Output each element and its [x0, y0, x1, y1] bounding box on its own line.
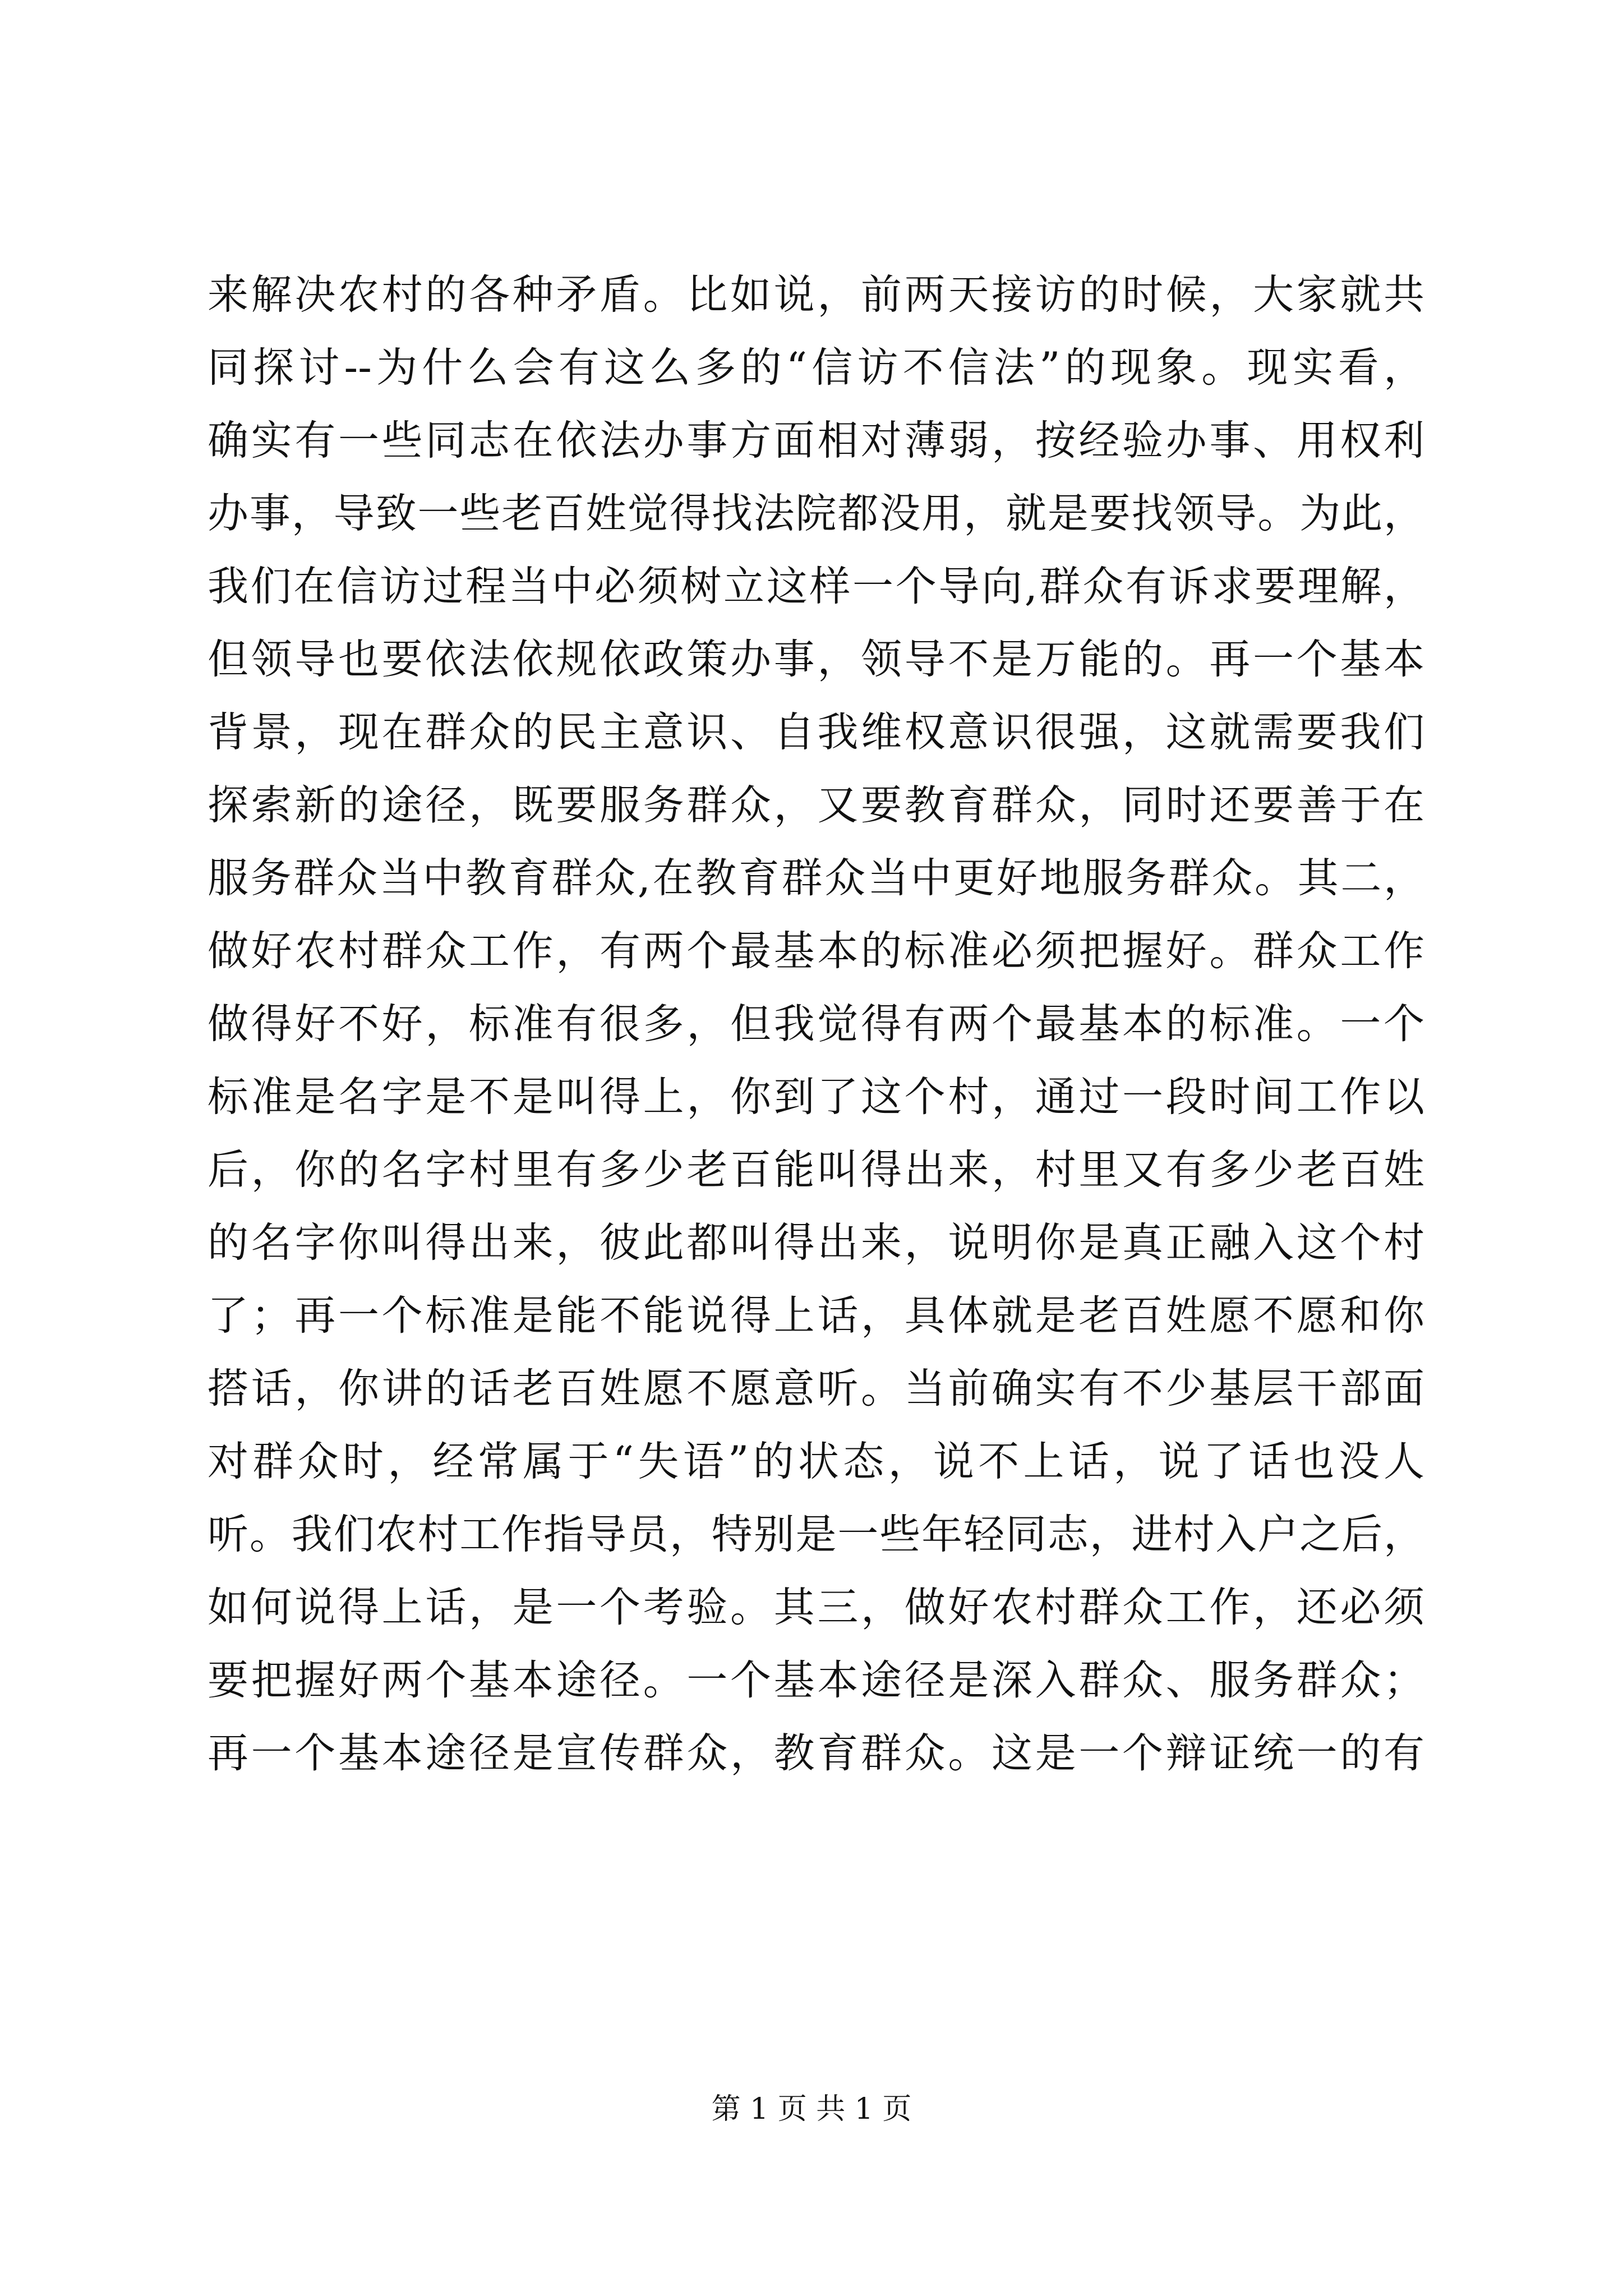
- text-line: 我们在信访过程当中必须树立这样一个导向,群众有诉求要理解，: [208, 563, 1424, 610]
- text-line: 确实有一些同志在依法办事方面相对薄弱，按经验办事、用权利: [208, 417, 1424, 464]
- text-line: 办事，导致一些老百姓觉得找法院都没用，就是要找领导。为此，: [208, 490, 1424, 537]
- text-line: 来解决农村的各种矛盾。比如说，前两天接访的时候，大家就共: [208, 271, 1424, 319]
- text-line: 了；再一个标准是能不能说得上话，具体就是老百姓愿不愿和你: [208, 1292, 1424, 1340]
- text-line: 探索新的途径，既要服务群众，又要教育群众，同时还要善于在: [208, 781, 1424, 829]
- page-footer: 第 1 页 共 1 页: [711, 2092, 912, 2126]
- text-line: 做好农村群众工作，有两个最基本的标准必须把握好。群众工作: [208, 927, 1424, 975]
- text-line: 标准是名字是不是叫得上，你到了这个村，通过一段时间工作以: [208, 1073, 1424, 1121]
- text-line: 听。我们农村工作指导员，特别是一些年轻同志，进村入户之后，: [208, 1511, 1424, 1558]
- text-line: 但领导也要依法依规依政策办事，领导不是万能的。再一个基本: [208, 636, 1424, 683]
- text-line: 背景，现在群众的民主意识、自我维权意识很强，这就需要我们: [208, 708, 1424, 756]
- text-line: 如何说得上话，是一个考验。其三，做好农村群众工作，还必须: [208, 1584, 1424, 1631]
- text-line: 做得好不好，标准有很多，但我觉得有两个最基本的标准。一个: [208, 1000, 1424, 1048]
- text-line: 搭话，你讲的话老百姓愿不愿意听。当前确实有不少基层干部面: [208, 1365, 1424, 1412]
- text-line: 服务群众当中教育群众,在教育群众当中更好地服务群众。其二，: [208, 854, 1425, 902]
- text-line: 再一个基本途径是宣传群众，教育群众。这是一个辩证统一的有: [208, 1729, 1424, 1777]
- text-line: 同探讨--为什么会有这么多的“信访不信法”的现象。现实看，: [208, 344, 1424, 392]
- text-line: 的名字你叫得出来，彼此都叫得出来，说明你是真正融入这个村: [208, 1219, 1424, 1267]
- text-line: 后，你的名字村里有多少老百能叫得出来，村里又有多少老百姓: [208, 1146, 1424, 1194]
- text-line: 对群众时，经常属于“失语”的状态，说不上话，说了话也没人: [208, 1438, 1424, 1485]
- text-line: 要把握好两个基本途径。一个基本途径是深入群众、服务群众；: [208, 1657, 1424, 1704]
